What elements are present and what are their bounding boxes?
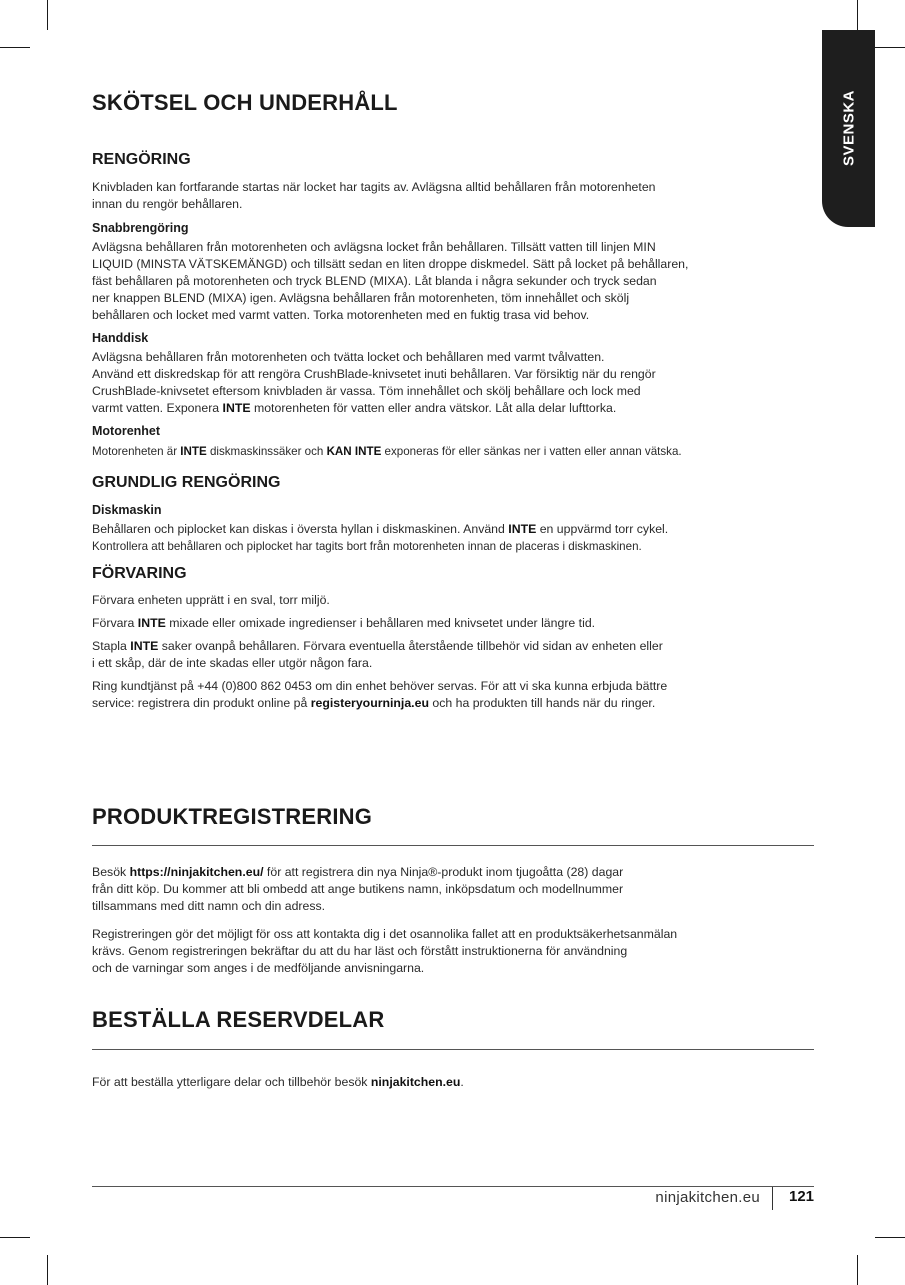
service-text: service: registrera din produkt online på registeryourninja.eu och ha produkten till hands när du ringer. xyxy=(92,696,656,710)
storage-text: Förvara enheten upprätt i en sval, torr miljö. xyxy=(92,593,330,607)
registration-text: Besök https://ninjakitchen.eu/ för att registrera din nya Ninja®-produkt inom tjugoåtta (28) dagar xyxy=(92,865,624,879)
cleaning-intro-line: innan du rengör behållaren. xyxy=(92,197,243,211)
storage-text: Förvara INTE mixade eller omixade ingredienser i behållaren med knivsetet under längre tid. xyxy=(92,616,596,630)
cleaning-intro-line: Knivbladen kan fortfarande startas när locket har tagits av. Avlägsna alltid behållaren från motorenheten xyxy=(92,180,656,194)
registration-title: PRODUKTREGISTRERING xyxy=(92,804,373,829)
quick-clean-line: LIQUID (MINSTA VÄTSKEMÄNGD) och tillsätt sedan en liten droppe diskmedel. Sätt på locket på behållaren, xyxy=(92,257,689,271)
quick-clean-line: ner knappen BLEND (MIXA) igen. Avlägsna behållaren från motorenheten, töm innehållet och skölj xyxy=(92,291,630,305)
crop-mark xyxy=(875,1237,905,1238)
language-tab xyxy=(822,30,875,227)
crop-mark xyxy=(0,47,30,48)
registration-text: och de varningar som anges i de medföljande anvisningarna. xyxy=(92,961,425,975)
crop-mark xyxy=(0,1237,30,1238)
crop-mark xyxy=(875,47,905,48)
page-number: 121 xyxy=(789,1188,815,1205)
dishwasher-heading: Diskmaskin xyxy=(92,503,162,517)
storage-heading: FÖRVARING xyxy=(92,565,187,582)
footer-divider xyxy=(92,1186,814,1187)
service-text: Ring kundtjänst på +44 (0)800 862 0453 om din enhet behöver servas. För att vi ska kunna erbjuda bättre xyxy=(92,679,668,693)
quick-clean-heading: Snabbrengöring xyxy=(92,221,189,235)
storage-text: i ett skåp, där de inte skadas eller utgör någon fara. xyxy=(92,656,373,670)
hand-wash-line: Avlägsna behållaren från motorenheten och tvätta locket och behållaren med varmt tvålvatten. xyxy=(92,350,605,364)
registration-text: Registreringen gör det möjligt för oss att kontakta dig i det osannolika fallet att en produktsäkerhetsanmälan xyxy=(92,927,678,941)
ninjakitchen-url-link[interactable]: https://ninjakitchen.eu/ xyxy=(129,865,264,879)
footer-website: ninjakitchen.eu xyxy=(655,1189,760,1206)
registration-text: tillsammans med ditt namn och din adress. xyxy=(92,899,326,913)
hand-wash-line: varmt vatten. Exponera INTE motorenheten för vatten eller andra vätskor. Låt alla delar lufttorka. xyxy=(92,401,617,415)
hand-wash-heading: Handdisk xyxy=(92,331,149,345)
storage-text: Stapla INTE saker ovanpå behållaren. Förvara eventuella återstående tillbehör vid sidan av enheten eller xyxy=(92,639,663,653)
quick-clean-line: behållaren och locket med varmt vatten. Torka motorenheten med en fuktig trasa vid behov. xyxy=(92,308,590,322)
spare-parts-title: BESTÄLLA RESERVDELAR xyxy=(92,1007,385,1032)
spare-parts-text: För att beställa ytterligare delar och tillbehör besök ninjakitchen.eu. xyxy=(92,1075,464,1089)
emphasis-not: INTE xyxy=(130,639,159,653)
hand-wash-line: CrushBlade-knivsetet eftersom knivbladen är vassa. Töm innehållet och skölj behållare och lock med xyxy=(92,384,641,398)
section-divider xyxy=(92,845,814,846)
motor-base-text: Motorenheten är INTE diskmaskinssäker och KAN INTE exponeras för eller sänkas ner i vatten eller annan vätska. xyxy=(92,445,682,458)
register-link[interactable]: registeryourninja.eu xyxy=(310,696,429,710)
motor-base-heading: Motorenhet xyxy=(92,424,161,438)
emphasis-not: INTE xyxy=(137,616,166,630)
registration-text: från ditt köp. Du kommer att bli ombedd att ange butikens namn, inköpsdatum och modellnummer xyxy=(92,882,624,896)
footer-separator xyxy=(772,1187,773,1210)
cleaning-heading: RENGÖRING xyxy=(92,151,191,168)
crop-mark xyxy=(857,0,858,30)
section-divider xyxy=(92,1049,814,1050)
care-title: SKÖTSEL OCH UNDERHÅLL xyxy=(92,90,398,115)
hand-wash-line: Använd ett diskredskap för att rengöra CrushBlade-knivsetet inuti behållaren. Var försiktig när du rengör xyxy=(92,367,656,381)
emphasis-not: INTE xyxy=(180,445,207,458)
dishwasher-line: Kontrollera att behållaren och piplocket har tagits bort från motorenheten innan de placeras i diskmaskinen. xyxy=(92,540,642,553)
emphasis-not: INTE xyxy=(222,401,251,415)
emphasis-not: INTE xyxy=(508,522,537,536)
deep-clean-heading: GRUNDLIG RENGÖRING xyxy=(92,474,281,491)
registration-text: krävs. Genom registreringen bekräftar du att du har läst och förstått instruktionerna för användning xyxy=(92,944,628,958)
emphasis-cannot: KAN INTE xyxy=(326,445,382,458)
language-tab-label: SVENSKA xyxy=(840,89,857,167)
quick-clean-line: fäst behållaren på motorenheten och tryck BLEND (MIXA). Låt blanda i några sekunder och tryck sedan xyxy=(92,274,657,288)
crop-mark xyxy=(857,1255,858,1285)
quick-clean-line: Avlägsna behållaren från motorenheten och avlägsna locket från behållaren. Tillsätt vatten till linjen MIN xyxy=(92,240,656,254)
crop-mark xyxy=(47,0,48,30)
crop-mark xyxy=(47,1255,48,1285)
dishwasher-line: Behållaren och piplocket kan diskas i översta hyllan i diskmaskinen. Använd INTE en uppvärmd torr cykel. xyxy=(92,522,669,536)
ninjakitchen-link[interactable]: ninjakitchen.eu xyxy=(370,1075,461,1089)
